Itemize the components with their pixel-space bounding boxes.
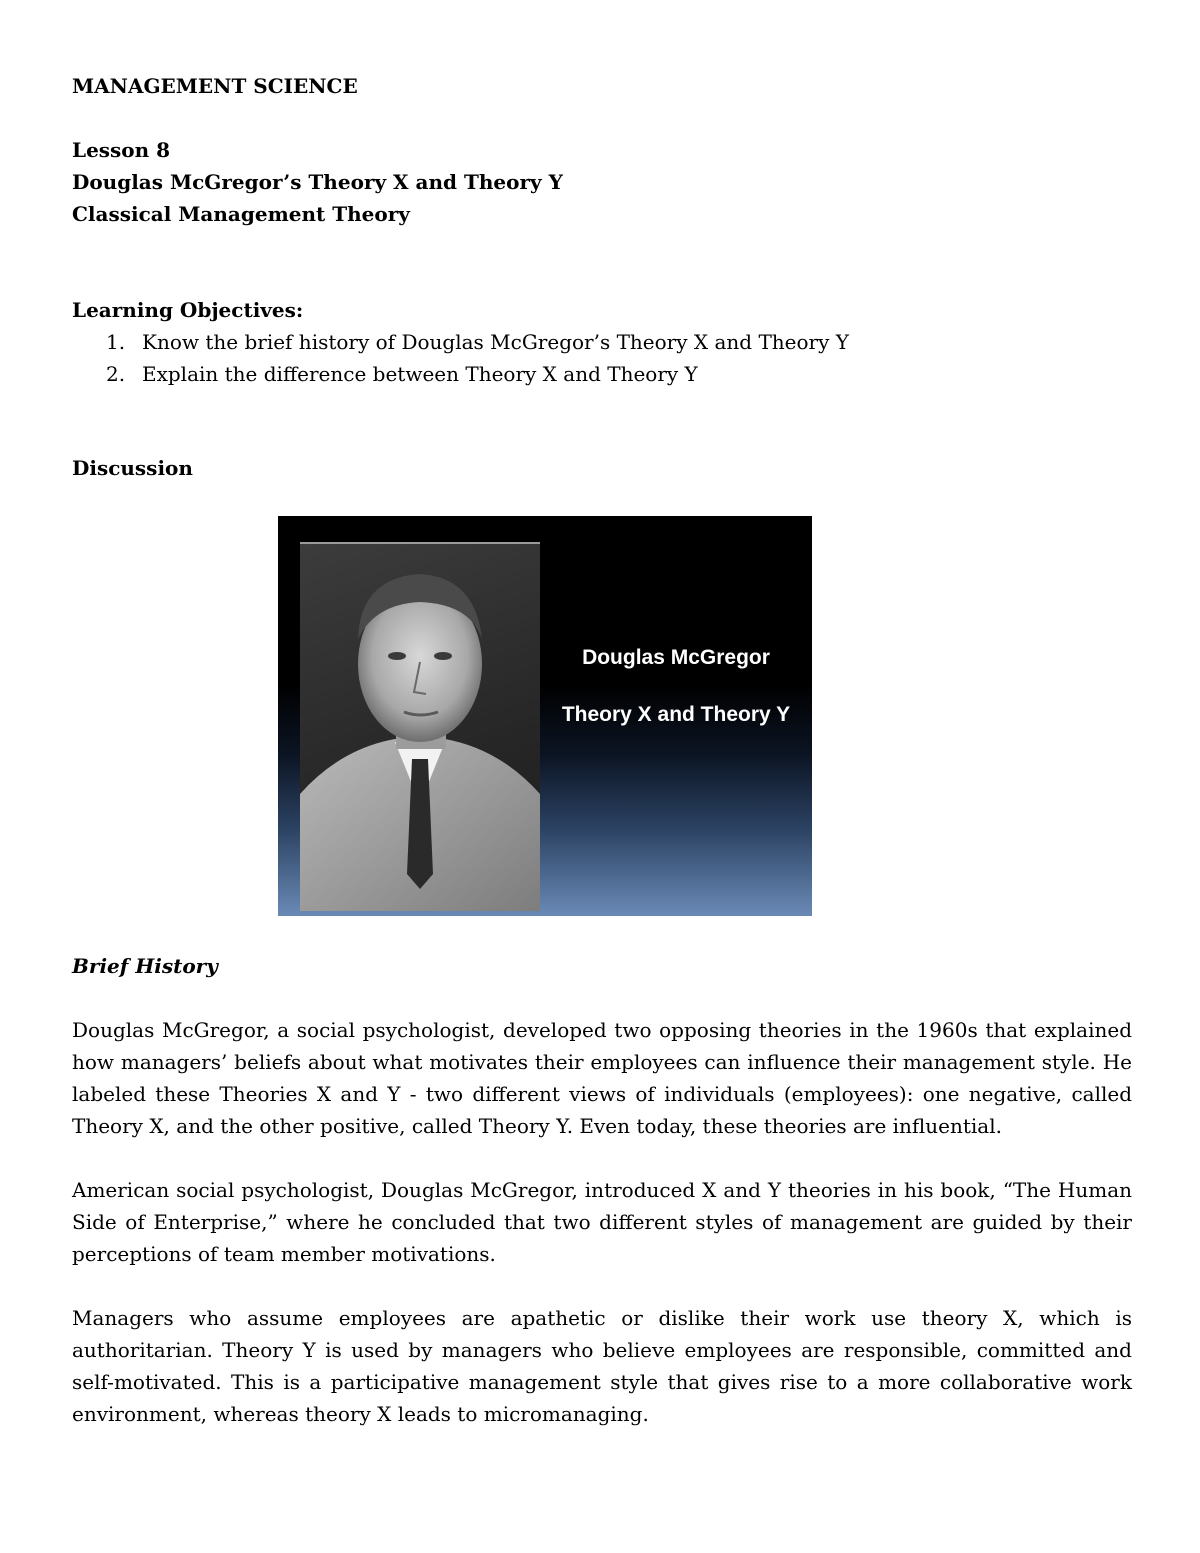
slide-caption-name: Douglas McGregor (582, 646, 770, 669)
history-paragraph: American social psychologist, Douglas McGregor, introduced X and Y theories in his book, “The Human Side of Enterprise,” where he concluded that two different styles of management are guided by their perceptions of team member motivations. (72, 1178, 1132, 1266)
lesson-subtopic: Classical Management Theory (72, 202, 410, 226)
lesson-topic: Douglas McGregor’s Theory X and Theory Y (72, 170, 563, 194)
slide-caption-theory: Theory X and Theory Y (561, 703, 791, 726)
brief-history-section (72, 950, 1132, 1430)
objectives-list (72, 326, 1132, 390)
objective-item: Explain the difference between Theory X and Theory Y (142, 362, 698, 386)
left-eye (388, 652, 406, 660)
objectives-heading: Learning Objectives: (72, 298, 304, 322)
lesson-number: Lesson 8 (72, 138, 171, 162)
portrait-photo (300, 542, 540, 911)
objective-item: Know the brief history of Douglas McGregor’s Theory X and Theory Y (142, 330, 849, 354)
course-title: MANAGEMENT SCIENCE (72, 74, 358, 98)
document-page (72, 70, 1132, 484)
history-paragraph: Douglas McGregor, a social psychologist, developed two opposing theories in the 1960s that explained how managers’ beliefs about what motivates their employees can influence their management style. He labeled these Theories X and Y - two different views of individuals (employees): one negative, called Theory X, and the other positive, called Theory Y. Even today, these theories are influential. (72, 1018, 1132, 1138)
history-paragraph: Managers who assume employees are apathetic or dislike their work use theory X, which is authoritarian. Theory Y is used by managers who believe employees are responsible, committed and self-motivated. This is a participative management style that gives rise to a more collaborative work environment, whereas theory X leads to micromanaging. (72, 1306, 1132, 1426)
discussion-heading: Discussion (72, 456, 193, 480)
right-eye (434, 652, 452, 660)
portrait-illustration (300, 544, 540, 911)
lesson-header (72, 134, 1132, 230)
learning-objectives (72, 294, 1132, 390)
mcgregor-slide-image (278, 516, 812, 916)
brief-history-heading: Brief History (72, 954, 218, 978)
